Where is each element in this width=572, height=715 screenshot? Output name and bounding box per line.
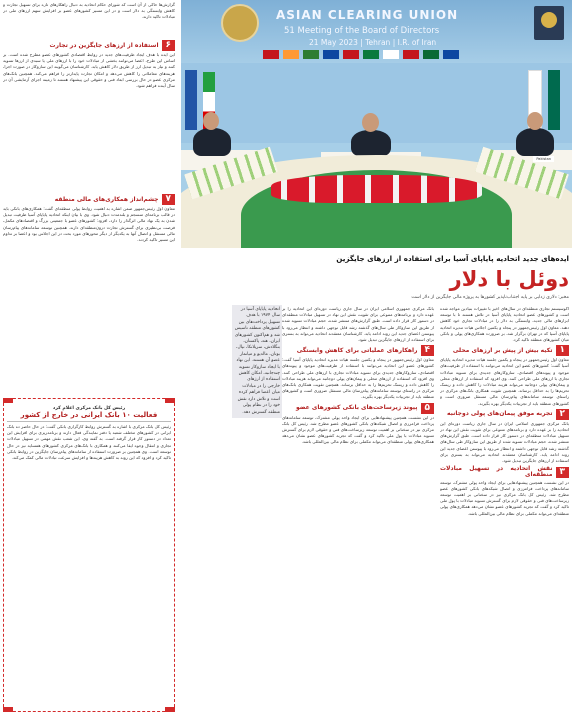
article-column-middle	[282, 306, 434, 711]
member-flags	[263, 50, 459, 59]
section-heading	[440, 466, 569, 478]
article-column-right	[440, 306, 569, 711]
section-heading	[282, 403, 434, 414]
article-headline: دوئل با دلار	[449, 267, 569, 291]
article-paragraph: بانک مرکزی جمهوری اسلامی ایران در سال جاری ریاست دوره‌ای این اتحادیه را بر عهده دارد و برنامه‌های متنوعی برای تقویت نقش این نهاد در تسهیل مبادلات منطقه‌ای در دستور کار قرار داده است. طبق گزارش‌های منتشر شده، حجم مبادلات تسویه شده از طریق این سازوکار طی سال‌های گذشته رشد قابل توجهی داشته و انتظار می‌رود با پیوستن اعضای جدید این روند ادامه یابد. کارشناسان معتقدند اتحادیه می‌تواند به بستری برای استفاده از ارزهای جایگزین تبدیل شود.	[440, 420, 569, 464]
section-heading	[440, 345, 569, 356]
person-center-head	[362, 113, 379, 132]
article-paragraph: در این نشست همچنین پیشنهادهایی برای ایجاد واحد پولی مشترک، توسعه سامانه‌های پرداخت فرامرزی و اتصال شبکه‌های بانکی کشورهای عضو مطرح شد. رئیس کل بانک مرکزی نیز در سخنانی بر اهمیت توسعه زیرساخت‌های فنی و حقوقی لازم برای گسترش تسویه مبادلات با پول ملی تاکید کرد و گفت که تجربه کشورهای عضو نشان می‌دهد همکاری‌های پولی منطقه‌ای می‌تواند مکملی برای نظام مالی بین‌المللی باشد.	[440, 479, 569, 516]
flag-un	[185, 70, 197, 130]
section-title: تجربه موفق پیمان‌های پولی دوجانبه	[447, 410, 553, 418]
section-heading	[3, 40, 175, 51]
box-headline: فعالیت ۱۰ بانک ایرانی در خارج از کشور	[20, 411, 158, 419]
section-heading	[440, 409, 569, 420]
sidebar-note: اتحادیه پایاپای آسیا در سال ۱۹۷۴ با هدف تسهیل پرداخت‌های بین کشورهای منطقه تاسیس شد و هم‌اکنون کشورهای ایران، هند، پاکستان، بنگلادش، سریلانکا، نپال، بوتان، مالدیو و میانمار عضو آن هستند. این نهاد با ایجاد سازوکار تسویه چندجانبه، امکان کاهش استفاده از ارزهای خارجی را در مبادلات میان اعضا فراهم کرده است و تلاش دارد نقش خود را در نظام پولی منطقه گسترش دهد.	[232, 305, 282, 418]
central-bank-logo	[534, 6, 564, 40]
flag-icon	[343, 50, 359, 59]
flag-icon	[383, 50, 399, 59]
person-right	[516, 128, 554, 156]
conference-banner	[181, 0, 572, 63]
section-title: تکیه بیش از پیش بر ارزهای محلی	[452, 346, 553, 354]
section-7-text: معاون اول رئیس‌جمهور ضمن اشاره به اهمیت روابط پولی منطقه‌ای گفت: همکاری‌های بانکی باید در قالب برنامه‌ای منسجم و بلندمدت دنبال شود. وی با بیان اینکه اتحادیه پایاپای آسیا ظرفیت تبدیل شدن به یک نهاد مالی اثرگذار را دارد، افزود: کشورهای عضو با جمعیتی بزرگ و اقتصادهای مکمل، فرصت بی‌نظیری برای گسترش تجارت درون‌منطقه‌ای دارند. همچنین توسعه سامانه‌های پیام‌رسان مالی مستقل و اتصال آنها به یکدیگر از دیگر محورهای مورد بحث در این اجلاس بود و اعضا بر تداوم این مسیر تاکید کردند.	[3, 206, 175, 243]
box-corner	[3, 398, 13, 403]
section-number: ۲	[556, 409, 570, 420]
conference-photo	[181, 0, 572, 248]
section-heading	[282, 345, 434, 356]
section-number: ۷	[162, 194, 176, 205]
article-paragraph: معاون اول رئیس‌جمهور در پنجاه و یکمین جلسه هیات مدیره اتحادیه پایاپای آسیا گفت: کشورهای عضو این اتحادیه می‌توانند با استفاده از ظرفیت‌های موجود و پیوندهای اقتصادی، سازوکارهای جدیدی برای تسویه مبادلات تجاری با ارزهای ملی طراحی کنند. وی افزود که استفاده از ارزهای محلی و پیمان‌های پولی دوجانبه می‌تواند هزینه مبادلات را کاهش داده و ریسک تحریم‌ها را به حداقل برساند. همچنین تقویت همکاری بانک‌های مرکزی در راستای توسعه سامانه‌های پیام‌رسان مالی مستقل ضروری است و کشورهای منطقه باید از تجربیات یکدیگر بهره بگیرند.	[282, 357, 434, 400]
red-news-box	[3, 398, 175, 712]
box-corner	[3, 707, 13, 712]
section-title: پیوند زیرساخت‌های بانکی کشورهای عضو	[295, 404, 418, 412]
flag-icon	[423, 50, 439, 59]
box-corner	[165, 398, 175, 403]
section-heading	[3, 194, 175, 205]
flag-icon	[443, 50, 459, 59]
article-lead: اکوسیستم تجاری منطقه‌ای در سال‌های اخیر با تغییرات بنیادین مواجه شده است و کشورهای عضو اتحادیه پایاپای آسیا در تلاش هستند تا با توسعه ابزارهای مالی جدید، وابستگی به دلار را در مبادلات تجاری خود کاهش دهند. معاون اول رئیس‌جمهور در پنجاه و یکمین اجلاس هیات مدیره اتحادیه پایاپای آسیا که در تهران برگزار شد، بر ضرورت همکاری‌های پولی و بانکی میان کشورهای منطقه تاکید کرد.	[440, 306, 569, 343]
flag-icon	[263, 50, 279, 59]
section-title: راهکارهای عملیاتی برای کاهش وابستگی	[296, 346, 418, 354]
box-kicker: رئیس کل بانک مرکزی اعلام کرد	[52, 406, 126, 411]
person-left-head	[203, 112, 219, 130]
nameplate-pakistan: Pakistan	[533, 156, 554, 162]
banner-title: ASIAN CLEARING UNION	[276, 8, 459, 22]
flag-icon	[283, 50, 299, 59]
person-center	[351, 130, 391, 156]
section-title: چشم‌انداز همکاری‌های مالی منطقه	[54, 196, 159, 203]
section-number: ۶	[162, 40, 176, 51]
section-number: ۴	[421, 345, 435, 356]
article-byline: مخبر: دلاری زدایی بر پایه اجتناب‌ناپذیر کشورها به پروژه مالی جایگزین از دلار است	[411, 295, 569, 300]
article-kicker: ایده‌های جدید اتحادیه پایاپای آسیا برای استفاده از ارزهای جایگزین	[336, 254, 569, 263]
left-column-top: گزارش‌ها حاکی از آن است که شورای حکام اتحادیه به دنبال راهکارهای تازه برای تسهیل تجارت و کاهش وابستگی به دلار است و در این مسیر کشورهای عضو بر افزایش سهم ارزهای ملی در مبادلات تاکید دارند.	[3, 2, 175, 20]
left-section-6	[3, 38, 175, 190]
flag-bangladesh	[548, 70, 560, 130]
acu-logo-left	[221, 4, 259, 42]
flag-icon	[323, 50, 339, 59]
section-title: نقش اتحادیه در تسهیل مبادلات منطقه‌ای	[440, 465, 553, 479]
flag-icon	[403, 50, 419, 59]
person-left	[193, 128, 231, 156]
section-number: ۵	[421, 403, 435, 414]
flag-icon	[363, 50, 379, 59]
banner-subtitle: 51 Meeting of the Board of Directors	[284, 26, 440, 36]
section-6-text: این ایده با هدف ایجاد ظرفیت‌های جدید در روابط اقتصادی کشورهای عضو مطرح شده است. بر اساس این طرح، اعضا می‌توانند بخشی از مبادلات خود را با ارزهای ملی یا سبدی از ارزها تسویه کنند و نیاز به تبدیل ارز از طریق دلار کاهش یابد. کارشناسان می‌گویند این سازوکار در صورت اجرا، هزینه‌های معاملاتی را کاهش می‌دهد و امکان تجارت پایدارتر را فراهم می‌کند. همچنین بانک‌های مرکزی عضو در حال بررسی ابعاد فنی و حقوقی این پیشنهاد هستند تا زمینه اجرای آزمایشی آن در سال آینده فراهم شود.	[3, 52, 175, 89]
person-right-head	[527, 112, 543, 130]
section-number: ۳	[556, 467, 570, 478]
divider	[7, 421, 171, 422]
article-paragraph: بانک مرکزی جمهوری اسلامی ایران در سال جاری ریاست دوره‌ای این اتحادیه را بر عهده دارد و برنامه‌های متنوعی برای تقویت نقش این نهاد در تسهیل مبادلات منطقه‌ای در دستور کار قرار داده است. طبق گزارش‌های منتشر شده، حجم مبادلات تسویه شده از طریق این سازوکار طی سال‌های گذشته رشد قابل توجهی داشته و انتظار می‌رود با پیوستن اعضای جدید این روند ادامه یابد. کارشناسان معتقدند اتحادیه می‌تواند به بستری برای استفاده از ارزهای جایگزین تبدیل شود.	[282, 306, 434, 343]
flag-icon	[303, 50, 319, 59]
article-paragraph: معاون اول رئیس‌جمهور در پنجاه و یکمین جلسه هیات مدیره اتحادیه پایاپای آسیا گفت: کشورهای عضو این اتحادیه می‌توانند با استفاده از ظرفیت‌های موجود و پیوندهای اقتصادی، سازوکارهای جدیدی برای تسویه مبادلات تجاری با ارزهای ملی طراحی کنند. وی افزود که استفاده از ارزهای محلی و پیمان‌های پولی دوجانبه می‌تواند هزینه مبادلات را کاهش داده و ریسک تحریم‌ها را به حداقل برساند. همچنین تقویت همکاری بانک‌های مرکزی در راستای توسعه سامانه‌های پیام‌رسان مالی مستقل ضروری است و کشورهای منطقه باید از تجربیات یکدیگر بهره بگیرند.	[440, 357, 569, 406]
section-title: استفاده از ارزهای جایگزین در تجارت	[49, 42, 159, 49]
section-number: ۱	[556, 345, 570, 356]
box-text: رئیس کل بانک مرکزی با اشاره به گسترش روابط کارگزاری بانکی گفت: در حال حاضر ده بانک ایرانی در کشورهای مختلف شعبه یا دفتر نمایندگی فعال دارند و برنامه‌ریزی برای افزایش این تعداد در دستور کار قرار گرفته است. به گفته وی، این شعب نقش مهمی در تسهیل مبادلات تجاری و انتقال وجوه ایفا می‌کنند و همکاری با بانک‌های مرکزی کشورهای همسایه نیز در حال توسعه است. وی همچنین بر ضرورت استفاده از سامانه‌های پیام‌رسان جایگزین در روابط بانکی تاکید کرد و افزود که این روند به کاهش هزینه‌ها و افزایش سرعت تبادلات مالی کمک می‌کند.	[7, 424, 171, 461]
article-paragraph: در این نشست همچنین پیشنهادهایی برای ایجاد واحد پولی مشترک، توسعه سامانه‌های پرداخت فرامرزی و اتصال شبکه‌های بانکی کشورهای عضو مطرح شد. رئیس کل بانک مرکزی نیز در سخنانی بر اهمیت توسعه زیرساخت‌های فنی و حقوقی لازم برای گسترش تسویه مبادلات با پول ملی تاکید کرد و گفت که تجربه کشورهای عضو نشان می‌دهد همکاری‌های پولی منطقه‌ای می‌تواند مکملی برای نظام مالی بین‌المللی باشد.	[282, 414, 434, 445]
box-corner	[165, 707, 175, 712]
red-flowers	[271, 175, 482, 203]
left-section-7	[3, 192, 175, 386]
banner-date: 21 May 2023 | Tehran | I.R. of Iran	[309, 38, 437, 47]
